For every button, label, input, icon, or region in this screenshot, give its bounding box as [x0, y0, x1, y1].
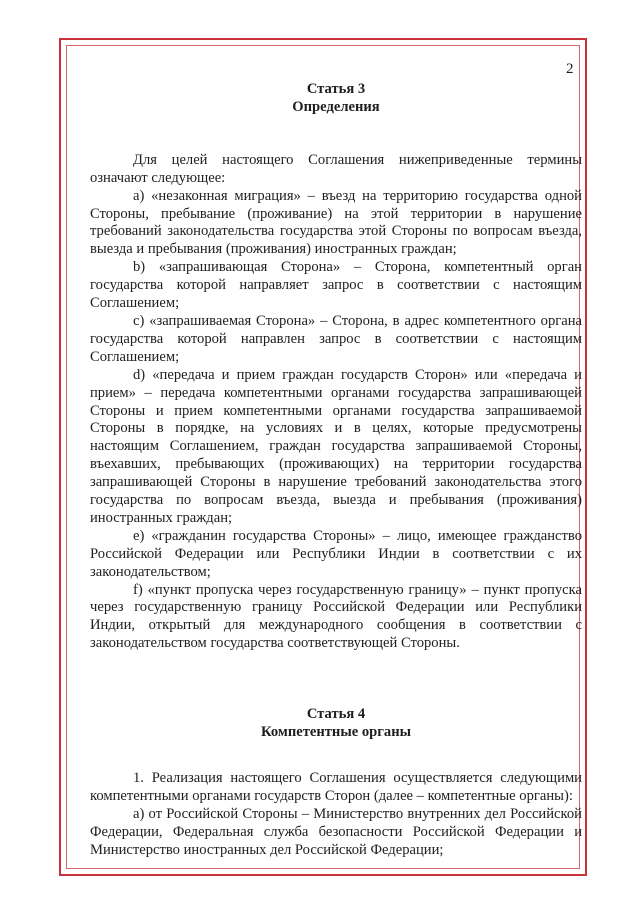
- article-3-paragraph: d) «передача и прием граждан государств Сторон» или «передача и прием» – передача компетентными органами государства запрашивающей Стороны и прием компетентными органами государства запрашиваемой Стороны в порядке, на условиях и в целях, которые предусмотрены настоящим Соглашением, граждан государства запрашиваемой Стороны, въехавших, пребывающих (проживающих) на территории государства запрашивающей Стороны в нарушение требований законодательства этого государства по вопросам въезда, выезда и пребывания (проживания) иностранных граждан;: [90, 366, 582, 526]
- article-3-paragraph: Для целей настоящего Соглашения нижеприведенные термины означают следующее:: [90, 151, 582, 186]
- article-4-heading: Статья 4: [306, 706, 366, 723]
- spacer: [90, 742, 582, 770]
- document-body: [90, 81, 582, 860]
- article-3-paragraph: e) «гражданин государства Стороны» – лицо, имеющее гражданство Российской Федерации или Республики Индии в соответствии с их законодательством;: [90, 527, 582, 580]
- article-4-title: Компетентные органы: [261, 724, 411, 741]
- article-3-paragraph: b) «запрашивающая Сторона» – Сторона, компетентный орган государства которой направляет запрос в соответствии с настоящим Соглашением;: [90, 259, 582, 312]
- page-number: 2: [566, 61, 574, 77]
- article-4-paragraph: 1. Реализация настоящего Соглашения осуществляется следующими компетентными органами государств Сторон (далее – компетентные органы):: [90, 770, 582, 804]
- article-3-paragraph: c) «запрашиваемая Сторона» – Сторона, в адрес компетентного органа государства которой направлен запрос в соответствии с настоящим Соглашением;: [90, 312, 582, 365]
- article-3-title: Определения: [292, 98, 380, 115]
- spacer: [90, 117, 582, 152]
- article-3-heading: Статья 3: [306, 81, 366, 97]
- spacer: [90, 653, 582, 706]
- article-4-paragraph: a) от Российской Стороны – Министерство внутренних дел Российской Федерации, Федеральная служба безопасности Российской Федерации и Министерство иностранных дел Российской Федерации;: [90, 805, 582, 858]
- article-3-paragraph: f) «пункт пропуска через государственную границу» – пункт пропуска через государственную границу Российской Федерации или Республики Индии, открытый для международного сообщения в соответствии с законодательством государства соответствующей Стороны.: [90, 581, 582, 652]
- article-3-paragraph: a) «незаконная миграция» – въезд на территорию государства одной Стороны, пребывание (проживание) на этой территории в нарушение требований законодательства государства этой Стороны по вопросам въезда, выезда и пребывания (проживания) иностранных граждан;: [90, 187, 582, 258]
